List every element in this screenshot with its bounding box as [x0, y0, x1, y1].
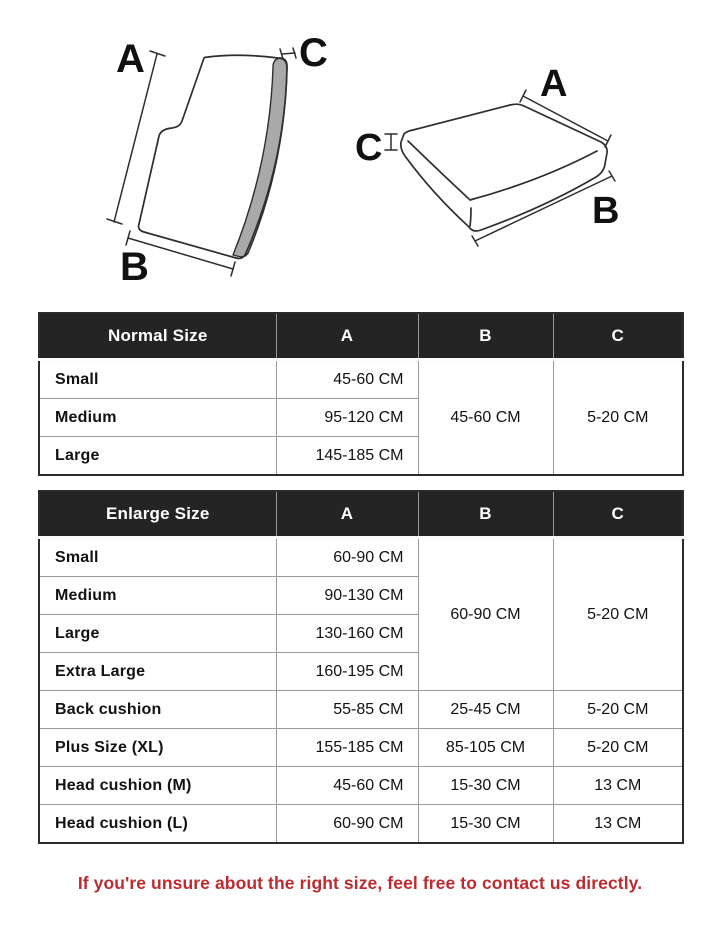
value-b-merged-cell: 60-90 CM [418, 538, 553, 691]
normal-table-header-row [39, 313, 683, 360]
normal-col-c-header: C [553, 313, 683, 360]
value-c-cell: 5-20 CM [553, 729, 683, 767]
value-c-cell: 5-20 CM [553, 691, 683, 729]
back-cushion-label-b: B [120, 245, 149, 289]
enlarge-table-header-row [39, 491, 683, 538]
table-row [39, 538, 683, 577]
seat-cushion-label-c: C [355, 127, 383, 169]
enlarge-col-a-header: A [276, 491, 418, 538]
size-label-cell: Medium [39, 577, 276, 615]
normal-col-b-header: B [418, 313, 553, 360]
back-cushion-diagram [107, 48, 296, 276]
value-a-cell: 60-90 CM [276, 805, 418, 844]
value-b-cell: 15-30 CM [418, 805, 553, 844]
size-label-cell: Plus Size (XL) [39, 729, 276, 767]
seat-cushion-label-a: A [540, 63, 568, 105]
value-a-cell: 95-120 CM [276, 399, 418, 437]
enlarge-table-title: Enlarge Size [39, 491, 276, 538]
size-label-cell: Head cushion (M) [39, 767, 276, 805]
back-cushion-label-c: C [299, 31, 328, 75]
table-row [39, 360, 683, 399]
seat-cushion-measure-c [385, 134, 397, 150]
enlarge-col-c-header: C [553, 491, 683, 538]
size-note: If you're unsure about the right size, feel free to contact us directly. [77, 872, 643, 893]
size-label-cell: Small [39, 538, 276, 577]
diagrams-svg [0, 0, 720, 300]
value-a-cell: 160-195 CM [276, 653, 418, 691]
seat-cushion-outline [401, 104, 607, 231]
value-a-cell: 60-90 CM [276, 538, 418, 577]
enlarge-col-b-header: B [418, 491, 553, 538]
value-a-cell: 90-130 CM [276, 577, 418, 615]
size-label-cell: Medium [39, 399, 276, 437]
normal-size-table [38, 312, 682, 476]
seat-cushion-label-b: B [592, 190, 620, 232]
value-a-cell: 130-160 CM [276, 615, 418, 653]
size-label-cell: Back cushion [39, 691, 276, 729]
normal-col-a-header: A [276, 313, 418, 360]
value-b-cell: 85-105 CM [418, 729, 553, 767]
size-label-cell: Large [39, 437, 276, 476]
value-c-merged-cell: 5-20 CM [553, 538, 683, 691]
value-b-merged-cell: 45-60 CM [418, 360, 553, 476]
normal-table-title: Normal Size [39, 313, 276, 360]
enlarge-size-table [38, 490, 682, 844]
value-a-cell: 145-185 CM [276, 437, 418, 476]
seat-cushion-diagram [385, 90, 615, 246]
back-cushion-measure-c [280, 48, 296, 59]
table-row [39, 767, 683, 805]
size-label-cell: Large [39, 615, 276, 653]
back-cushion-label-a: A [116, 37, 145, 81]
value-a-cell: 45-60 CM [276, 767, 418, 805]
value-b-cell: 15-30 CM [418, 767, 553, 805]
seat-cushion-front-seam [470, 208, 471, 226]
size-label-cell: Extra Large [39, 653, 276, 691]
size-label-cell: Small [39, 360, 276, 399]
size-label-cell: Head cushion (L) [39, 805, 276, 844]
value-a-cell: 45-60 CM [276, 360, 418, 399]
value-c-merged-cell: 5-20 CM [553, 360, 683, 476]
value-a-cell: 55-85 CM [276, 691, 418, 729]
value-c-cell: 13 CM [553, 805, 683, 844]
cushion-diagrams [0, 0, 720, 300]
value-b-cell: 25-45 CM [418, 691, 553, 729]
table-row [39, 691, 683, 729]
value-a-cell: 155-185 CM [276, 729, 418, 767]
table-row [39, 805, 683, 844]
back-cushion-side-shade [233, 58, 287, 257]
seat-cushion-crease-left [408, 141, 469, 199]
value-c-cell: 13 CM [553, 767, 683, 805]
table-row [39, 729, 683, 767]
